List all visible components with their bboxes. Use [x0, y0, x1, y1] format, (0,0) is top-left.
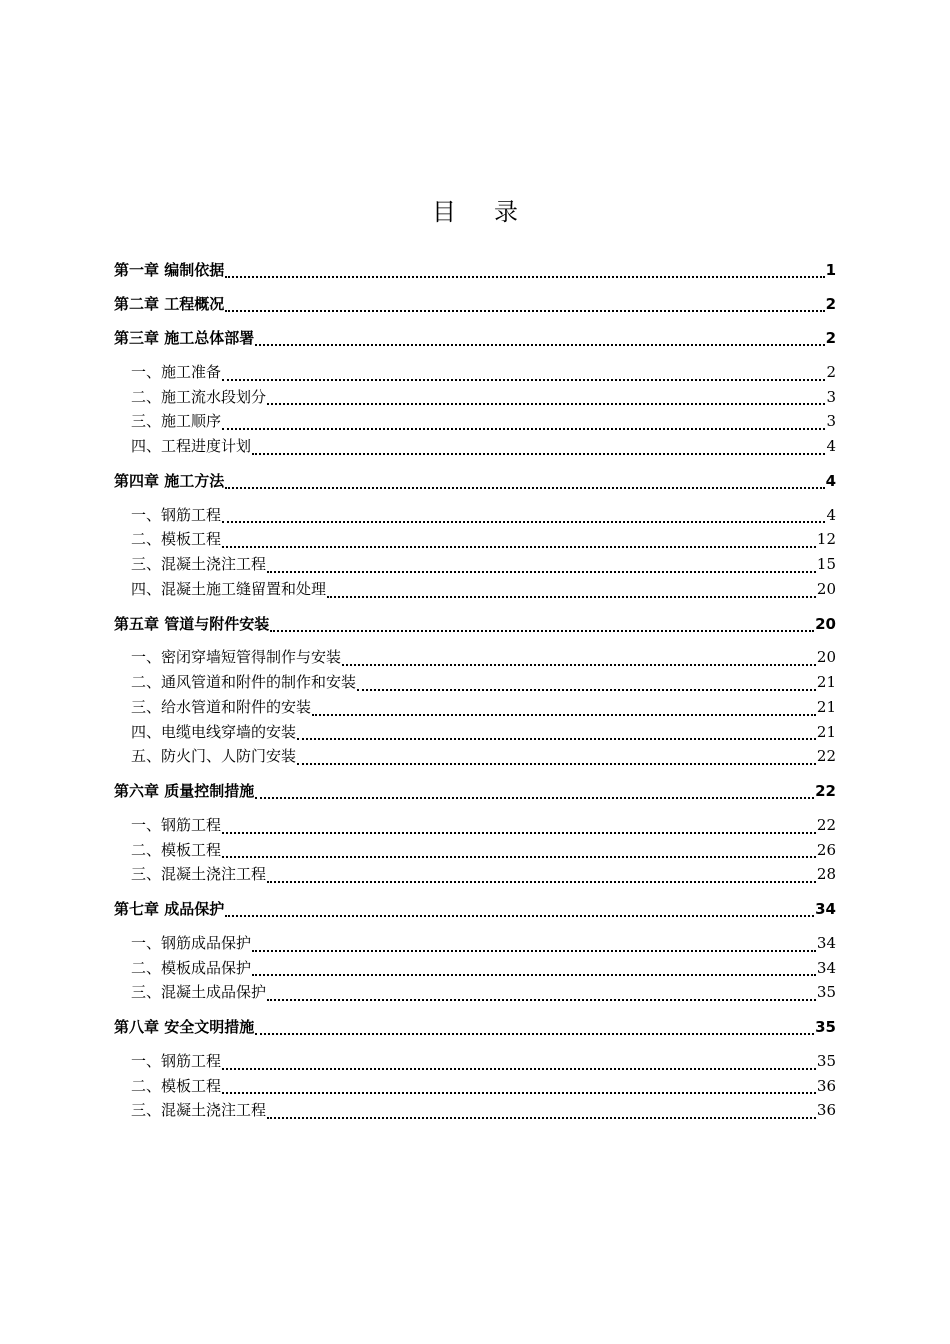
dot-leader — [222, 856, 816, 858]
toc-entry-label: 一、钢筋工程 — [131, 815, 222, 834]
toc-section-entry[interactable] — [114, 646, 836, 671]
toc-entry-label: 第五章 管道与附件安装 — [114, 614, 270, 633]
toc-chapter-entry[interactable] — [114, 897, 836, 921]
toc-section-entry[interactable] — [114, 956, 836, 981]
toc-section-entry[interactable] — [114, 409, 836, 434]
toc-entry-label: 二、模板工程 — [131, 530, 222, 549]
toc-entry-page-number: 1 — [825, 261, 836, 279]
toc-entry-page-number: 2 — [826, 362, 836, 381]
dot-leader — [342, 664, 816, 666]
dot-leader — [267, 999, 816, 1001]
dot-leader — [222, 379, 825, 381]
dot-leader — [267, 571, 816, 573]
toc-entry-page-number: 34 — [815, 900, 836, 918]
toc-section-entry[interactable] — [114, 385, 836, 410]
toc-entry-label: 二、模板工程 — [131, 840, 222, 859]
toc-entry-label: 第八章 安全文明措施 — [114, 1018, 255, 1037]
toc-entry-label: 一、钢筋工程 — [131, 1052, 222, 1071]
toc-entry-label: 第六章 质量控制措施 — [114, 781, 255, 800]
toc-list — [114, 258, 836, 1123]
dot-leader — [225, 276, 824, 278]
toc-entry-label: 三、混凝土浇注工程 — [131, 555, 267, 574]
dot-leader — [270, 630, 814, 632]
toc-entry-label: 三、施工顺序 — [131, 412, 222, 431]
toc-entry-page-number: 3 — [826, 412, 836, 431]
toc-section-entry[interactable] — [114, 1049, 836, 1074]
toc-chapter-entry[interactable] — [114, 469, 836, 493]
toc-entry-label: 四、混凝土施工缝留置和处理 — [131, 579, 327, 598]
toc-entry-label: 四、工程进度计划 — [131, 437, 252, 456]
toc-entry-page-number: 12 — [816, 530, 836, 549]
dot-leader — [255, 1033, 814, 1035]
dot-leader — [252, 950, 816, 952]
toc-chapter-entry[interactable] — [114, 292, 836, 316]
dot-leader — [297, 763, 816, 765]
toc-section-entry[interactable] — [114, 720, 836, 745]
dot-leader — [222, 832, 816, 834]
dot-leader — [297, 738, 816, 740]
toc-entry-page-number: 4 — [826, 437, 836, 456]
dot-leader — [255, 797, 814, 799]
toc-entry-label: 三、混凝土浇注工程 — [131, 1101, 267, 1120]
dot-leader — [252, 453, 825, 455]
dot-leader — [312, 714, 816, 716]
toc-title-char-2: 录 — [494, 198, 518, 226]
dot-leader — [222, 546, 816, 548]
toc-entry-page-number: 22 — [816, 815, 836, 834]
toc-entry-label: 三、混凝土成品保护 — [131, 983, 267, 1002]
toc-entry-page-number: 4 — [826, 505, 836, 524]
toc-section-entry[interactable] — [114, 695, 836, 720]
toc-section-entry[interactable] — [114, 862, 836, 887]
toc-section-entry[interactable] — [114, 670, 836, 695]
toc-entry-label: 一、密闭穿墙短管得制作与安装 — [131, 648, 342, 667]
toc-chapter-entry[interactable] — [114, 612, 836, 636]
dot-leader — [267, 403, 825, 405]
toc-entry-label: 五、防火门、人防门安装 — [131, 747, 297, 766]
toc-entry-label: 三、混凝土浇注工程 — [131, 865, 267, 884]
toc-entry-page-number: 21 — [816, 722, 836, 741]
dot-leader — [222, 428, 825, 430]
toc-entry-label: 四、电缆电线穿墙的安装 — [131, 722, 297, 741]
toc-entry-label: 一、钢筋成品保护 — [131, 933, 252, 952]
toc-entry-page-number: 15 — [816, 555, 836, 574]
toc-entry-page-number: 4 — [825, 471, 836, 490]
toc-section-entry[interactable] — [114, 360, 836, 385]
toc-entry-page-number: 35 — [815, 1018, 836, 1037]
toc-entry-label: 二、模板成品保护 — [131, 958, 252, 977]
toc-entry-label: 第三章 施工总体部署 — [114, 329, 255, 347]
toc-entry-page-number: 22 — [815, 781, 836, 800]
toc-entry-label: 二、模板工程 — [131, 1076, 222, 1095]
toc-entry-label: 二、通风管道和附件的制作和安装 — [131, 673, 357, 692]
toc-entry-page-number: 2 — [825, 295, 836, 313]
toc-entry-page-number: 35 — [816, 1052, 836, 1071]
dot-leader — [222, 521, 825, 523]
dot-leader — [327, 596, 816, 598]
toc-entry-page-number: 22 — [816, 747, 836, 766]
toc-entry-label: 第四章 施工方法 — [114, 471, 225, 490]
toc-section-entry[interactable] — [114, 552, 836, 577]
toc-entry-page-number: 20 — [815, 614, 836, 633]
dot-leader — [225, 487, 824, 489]
toc-entry-page-number: 3 — [826, 387, 836, 406]
toc-entry-label: 一、施工准备 — [131, 362, 222, 381]
toc-chapter-entry[interactable] — [114, 326, 836, 350]
dot-leader — [225, 310, 824, 312]
toc-entry-page-number: 26 — [816, 840, 836, 859]
toc-section-entry[interactable] — [114, 838, 836, 863]
toc-title — [0, 194, 950, 230]
toc-entry-page-number: 20 — [816, 579, 836, 598]
toc-entry-label: 第七章 成品保护 — [114, 900, 225, 918]
dot-leader — [267, 881, 816, 883]
toc-section-entry[interactable] — [114, 1098, 836, 1123]
toc-entry-page-number: 34 — [816, 958, 836, 977]
toc-entry-page-number: 36 — [816, 1076, 836, 1095]
toc-chapter-entry[interactable] — [114, 779, 836, 803]
toc-entry-label: 三、给水管道和附件的安装 — [131, 697, 312, 716]
dot-leader — [222, 1068, 816, 1070]
toc-section-entry[interactable] — [114, 527, 836, 552]
toc-chapter-entry[interactable] — [114, 1015, 836, 1039]
toc-section-entry[interactable] — [114, 931, 836, 956]
toc-chapter-entry[interactable] — [114, 258, 836, 282]
toc-section-entry[interactable] — [114, 577, 836, 602]
toc-entry-page-number: 21 — [816, 697, 836, 716]
toc-section-entry[interactable] — [114, 813, 836, 838]
toc-title-char-1: 目 — [432, 198, 456, 226]
dot-leader — [225, 915, 814, 917]
dot-leader — [252, 974, 816, 976]
toc-entry-page-number: 20 — [816, 648, 836, 667]
toc-entry-label: 二、施工流水段划分 — [131, 387, 267, 406]
toc-entry-page-number: 34 — [816, 933, 836, 952]
dot-leader — [255, 344, 824, 346]
toc-section-entry[interactable] — [114, 434, 836, 459]
toc-entry-label: 第一章 编制依据 — [114, 261, 225, 279]
dot-leader — [222, 1092, 816, 1094]
toc-section-entry[interactable] — [114, 503, 836, 528]
toc-entry-page-number: 2 — [825, 329, 836, 347]
toc-entry-label: 第二章 工程概况 — [114, 295, 225, 313]
toc-section-entry[interactable] — [114, 744, 836, 769]
toc-section-entry[interactable] — [114, 980, 836, 1005]
toc-entry-page-number: 35 — [816, 983, 836, 1002]
toc-entry-page-number: 28 — [816, 865, 836, 884]
toc-entry-page-number: 21 — [816, 673, 836, 692]
toc-section-entry[interactable] — [114, 1074, 836, 1099]
dot-leader — [357, 689, 816, 691]
toc-entry-page-number: 36 — [816, 1101, 836, 1120]
dot-leader — [267, 1117, 816, 1119]
toc-entry-label: 一、钢筋工程 — [131, 505, 222, 524]
